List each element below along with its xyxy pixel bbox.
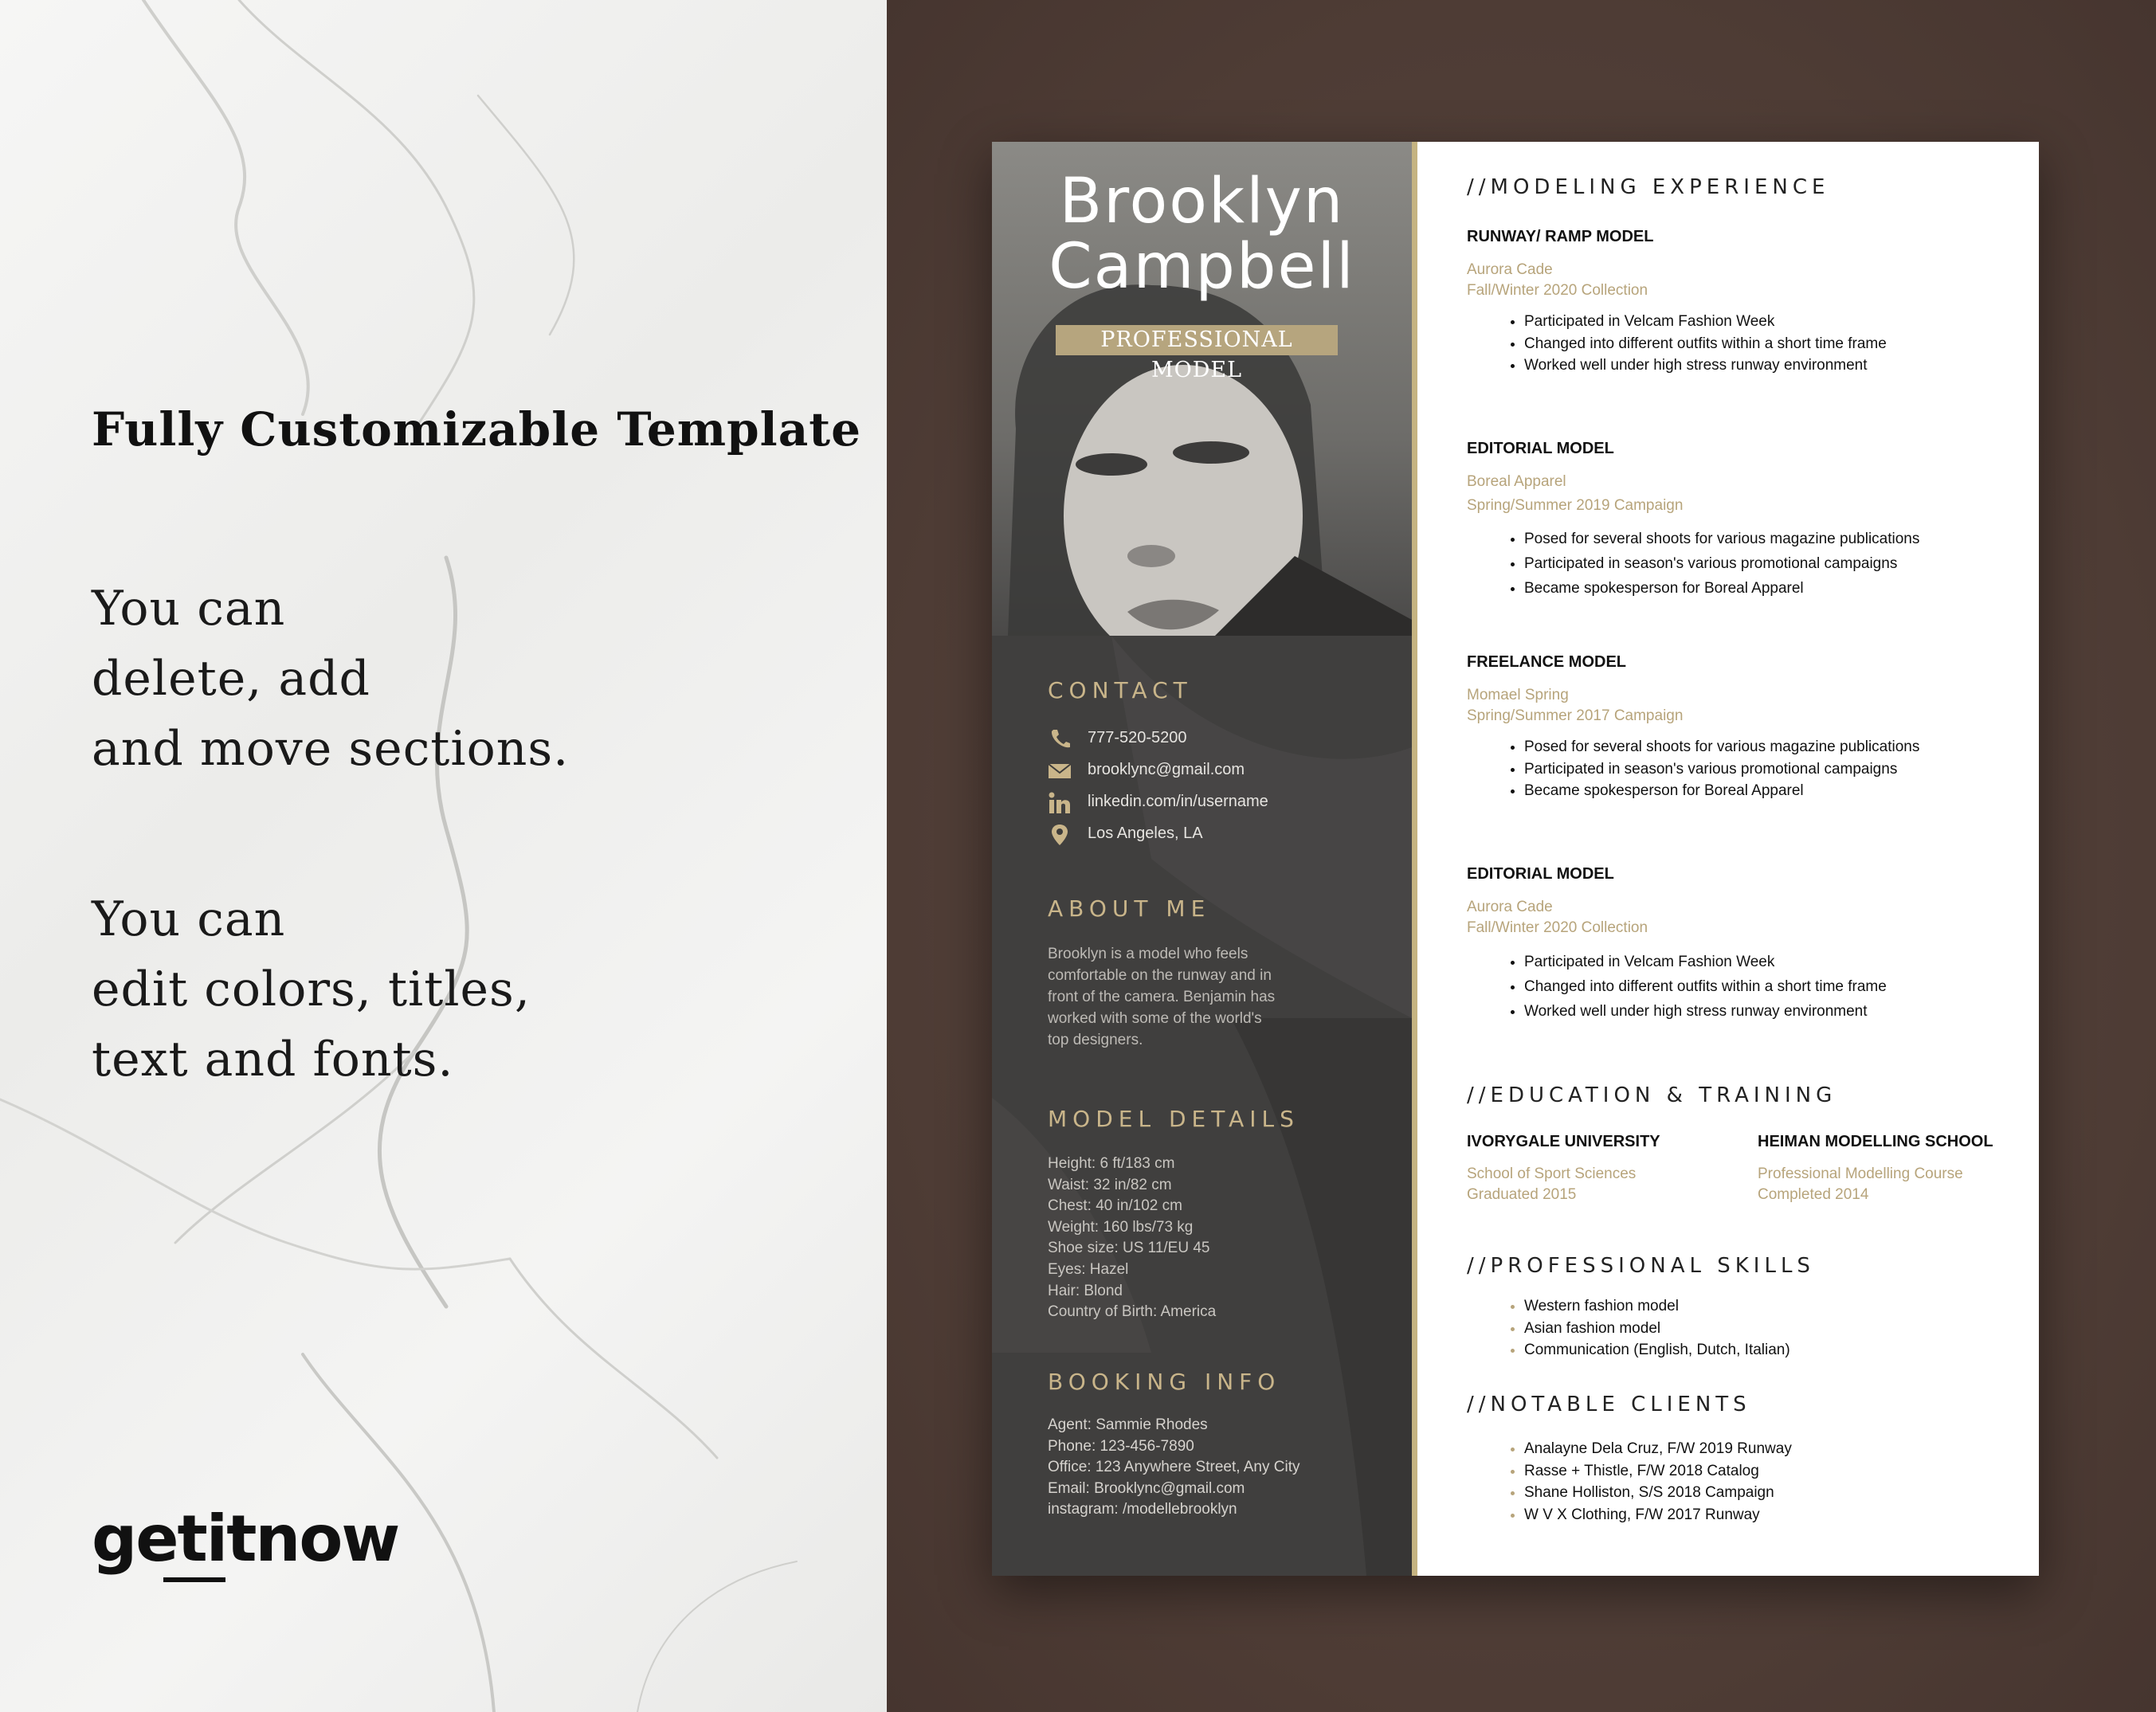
- client-item: • W V X Clothing, F/W 2017 Runway: [1524, 1504, 1792, 1526]
- skill-item: • Asian fashion model: [1524, 1318, 1790, 1340]
- job-company: Aurora Cade: [1467, 899, 1553, 915]
- bullet-item: • Became spokesperson for Boreal Apparel: [1524, 780, 1919, 802]
- skills-list: [1489, 1295, 1790, 1361]
- detail-item: Chest: 40 in/102 cm: [1048, 1197, 1182, 1215]
- promo-panel: [0, 0, 887, 1712]
- job-title: EDITORIAL MODEL: [1467, 865, 1614, 883]
- first-name: Brooklyn: [1059, 166, 1345, 237]
- job-title: FREELANCE MODEL: [1467, 653, 1626, 671]
- job-period: Fall/Winter 2020 Collection: [1467, 919, 1648, 936]
- resume-sheet: [992, 142, 2039, 1576]
- linkedin-text: linkedin.com/in/username: [1088, 793, 1268, 810]
- detail-item: Country of Birth: America: [1048, 1303, 1217, 1321]
- education-heading: //EDUCATION & TRAINING: [1467, 1083, 1837, 1107]
- brand-underline: [163, 1577, 225, 1582]
- experience-heading: //MODELING EXPERIENCE: [1467, 175, 1830, 199]
- job-period: Fall/Winter 2020 Collection: [1467, 282, 1648, 299]
- contact-heading: CONTACT: [1048, 677, 1193, 703]
- about-line: Brooklyn is a model who feels: [1048, 946, 1249, 962]
- promo-heading: Fully Customizable Template: [92, 402, 861, 456]
- education-status: Completed 2014: [1758, 1186, 1869, 1203]
- promo-line: edit colors, titles,: [92, 962, 531, 1017]
- marble-texture: [0, 0, 887, 1712]
- skill-item: • Communication (English, Dutch, Italian): [1524, 1339, 1790, 1361]
- job-period: Spring/Summer 2019 Campaign: [1467, 497, 1684, 514]
- client-item: • Analayne Dela Cruz, F/W 2019 Runway: [1524, 1438, 1792, 1460]
- booking-heading: BOOKING INFO: [1048, 1369, 1281, 1395]
- education-status: Graduated 2015: [1467, 1186, 1577, 1203]
- client-item: • Shane Holliston, S/S 2018 Campaign: [1524, 1482, 1792, 1504]
- about-line: worked with some of the world's: [1048, 1010, 1262, 1027]
- phone-text: 777-520-5200: [1088, 729, 1187, 746]
- school-name: IVORYGALE UNIVERSITY: [1467, 1133, 1660, 1150]
- about-text: [1048, 943, 1319, 1051]
- role-badge: PROFESSIONAL MODEL: [1056, 325, 1338, 355]
- brand-logo: getitnow: [92, 1502, 399, 1576]
- job-company: Boreal Apparel: [1467, 473, 1566, 490]
- job-title: RUNWAY/ RAMP MODEL: [1467, 228, 1654, 245]
- promo-line: You can: [92, 581, 286, 637]
- job-bullets: [1489, 311, 1887, 377]
- promo-line: delete, add: [92, 651, 370, 707]
- bullet-item: • Worked well under high stress runway environment: [1524, 999, 1887, 1024]
- mail-icon: [1048, 759, 1072, 783]
- clients-list: [1489, 1438, 1792, 1526]
- job-company: Momael Spring: [1467, 687, 1569, 703]
- bullet-item: • Changed into different outfits within a short time frame: [1524, 974, 1887, 999]
- linkedin-icon: [1048, 791, 1072, 815]
- education-item: [1467, 1133, 1660, 1205]
- location-text: Los Angeles, LA: [1088, 825, 1203, 842]
- job-period: Spring/Summer 2017 Campaign: [1467, 707, 1684, 724]
- promo-line: You can: [92, 891, 286, 947]
- skills-heading: //PROFESSIONAL SKILLS: [1467, 1254, 1815, 1278]
- detail-item: Waist: 32 in/82 cm: [1048, 1176, 1172, 1193]
- job-bullets: [1489, 736, 1919, 802]
- booking-item: Office: 123 Anywhere Street, Any City: [1048, 1459, 1300, 1476]
- resume-main: [1417, 142, 2039, 1576]
- clients-heading: //NOTABLE CLIENTS: [1467, 1393, 1751, 1416]
- booking-item: Agent: Sammie Rhodes: [1048, 1416, 1208, 1433]
- detail-item: Hair: Blond: [1048, 1282, 1123, 1299]
- bullet-item: • Posed for several shoots for various magazine publications: [1524, 527, 1919, 551]
- about-heading: ABOUT ME: [1048, 895, 1211, 922]
- bullet-item: • Participated in season's various promotional campaigns: [1524, 551, 1919, 576]
- school-name: HEIMAN MODELLING SCHOOL: [1758, 1133, 1993, 1150]
- model-details-heading: MODEL DETAILS: [1048, 1106, 1299, 1132]
- job-bullets: [1489, 527, 1919, 601]
- client-item: • Rasse + Thistle, F/W 2018 Catalog: [1524, 1460, 1792, 1483]
- location-pin-icon: [1048, 823, 1072, 847]
- booking-item: instagram: /modellebrooklyn: [1048, 1501, 1237, 1518]
- phone-icon: [1048, 727, 1072, 751]
- promo-block-sections: [92, 574, 569, 784]
- detail-item: Shoe size: US 11/EU 45: [1048, 1240, 1210, 1257]
- gold-divider: [1412, 142, 1417, 1576]
- program-name: Professional Modelling Course: [1758, 1165, 1963, 1182]
- email-text: brooklync@gmail.com: [1088, 761, 1245, 778]
- promo-line: text and fonts.: [92, 1032, 454, 1087]
- bullet-item: • Participated in Velcam Fashion Week: [1524, 311, 1887, 333]
- booking-item: Phone: 123-456-7890: [1048, 1437, 1194, 1455]
- model-details-list: [1048, 1154, 1216, 1323]
- booking-list: [1048, 1415, 1299, 1521]
- booking-item: Email: Brooklync@gmail.com: [1048, 1479, 1245, 1497]
- promo-block-styles: [92, 884, 531, 1095]
- education-item: [1758, 1133, 1993, 1205]
- skill-item: • Western fashion model: [1524, 1295, 1790, 1318]
- job-bullets: [1489, 950, 1887, 1024]
- job-title: EDITORIAL MODEL: [1467, 440, 1614, 457]
- job-company: Aurora Cade: [1467, 261, 1553, 278]
- detail-item: Eyes: Hazel: [1048, 1260, 1129, 1278]
- bullet-item: • Changed into different outfits within a short time frame: [1524, 333, 1887, 355]
- bullet-item: • Participated in Velcam Fashion Week: [1524, 950, 1887, 974]
- bullet-item: • Posed for several shoots for various magazine publications: [1524, 736, 1919, 758]
- program-name: School of Sport Sciences: [1467, 1165, 1637, 1182]
- bullet-item: • Worked well under high stress runway environment: [1524, 355, 1887, 377]
- resume-sidebar: [992, 142, 1412, 1576]
- last-name: Campbell: [1049, 231, 1355, 303]
- bullet-item: • Became spokesperson for Boreal Apparel: [1524, 576, 1919, 601]
- about-line: comfortable on the runway and in: [1048, 967, 1272, 984]
- detail-item: Weight: 160 lbs/73 kg: [1048, 1218, 1194, 1236]
- promo-line: and move sections.: [92, 721, 570, 777]
- detail-item: Height: 6 ft/183 cm: [1048, 1155, 1175, 1172]
- about-line: top designers.: [1048, 1032, 1143, 1048]
- about-line: front of the camera. Benjamin has: [1048, 989, 1276, 1005]
- bullet-item: • Participated in season's various promotional campaigns: [1524, 758, 1919, 781]
